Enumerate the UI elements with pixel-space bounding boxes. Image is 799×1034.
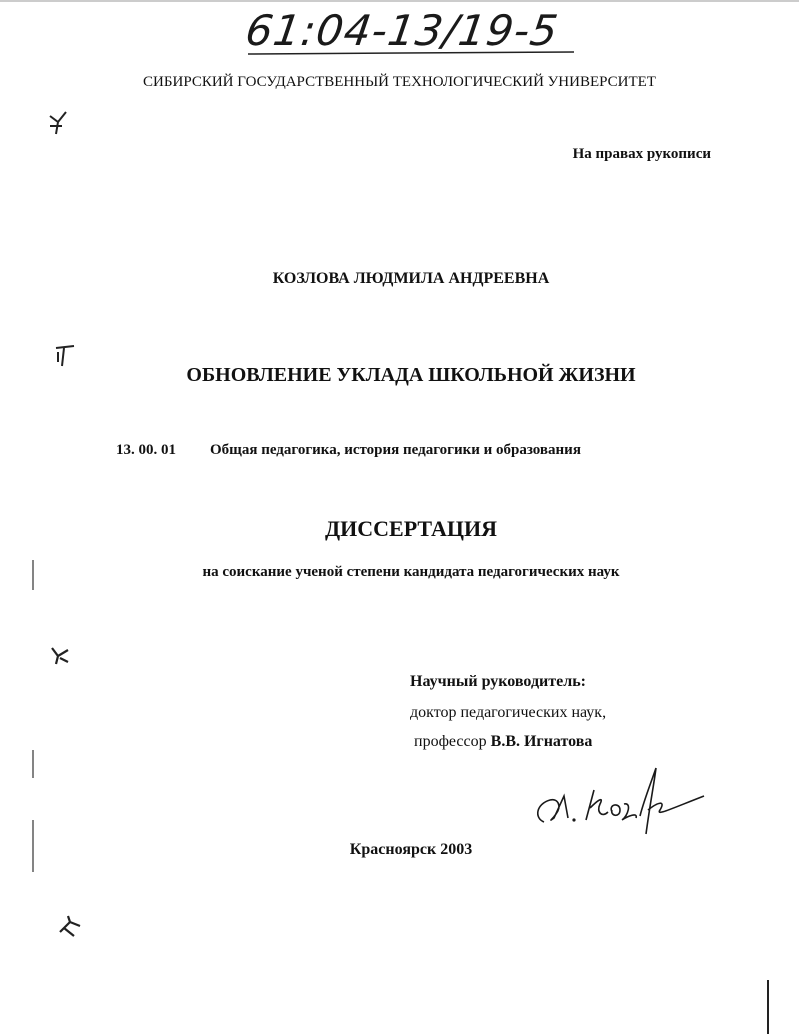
signature-handwritten: [528, 760, 708, 840]
supervisor-degree: доктор педагогических наук,: [410, 704, 607, 721]
supervisor-name: В.В. Игнатова: [490, 733, 593, 750]
archive-code-underline: [246, 50, 576, 58]
thesis-title: ОБНОВЛЕНИЕ УКЛАДА ШКОЛЬНОЙ ЖИЗНИ: [186, 364, 636, 386]
supervisor-heading: Научный руководитель:: [410, 673, 586, 690]
left-edge-artifacts: [30, 560, 36, 880]
author-name: КОЗЛОВА ЛЮДМИЛА АНДРЕЕВНА: [272, 270, 550, 287]
right-edge-line: [766, 980, 770, 1034]
degree-line: на соискание ученой степени кандидата педагогических наук: [202, 564, 620, 580]
archive-code-handwritten: 61:04-13/19-5: [242, 6, 562, 55]
supervisor-line: [414, 733, 592, 751]
scan-mark-3: [48, 644, 76, 668]
top-edge-line: [0, 0, 799, 4]
city-year: [0, 841, 799, 859]
scan-mark-2: [52, 342, 78, 370]
specialty-code: 13. 00. 01: [116, 442, 176, 458]
manuscript-rights-label: На правах рукописи: [572, 146, 711, 162]
year: 2003: [440, 841, 473, 858]
specialty-name: Общая педагогика, история педагогики и образования: [210, 442, 581, 458]
supervisor-position: профессор: [414, 733, 487, 750]
document-type: ДИССЕРТАЦИЯ: [325, 516, 497, 541]
scan-mark-1: [46, 108, 76, 138]
city: Красноярск: [349, 841, 437, 858]
university-name: СИБИРСКИЙ ГОСУДАРСТВЕННЫЙ ТЕХНОЛОГИЧЕСКИЙ УНИВЕРСИТЕТ: [143, 74, 656, 90]
scan-mark-4: [56, 912, 86, 942]
